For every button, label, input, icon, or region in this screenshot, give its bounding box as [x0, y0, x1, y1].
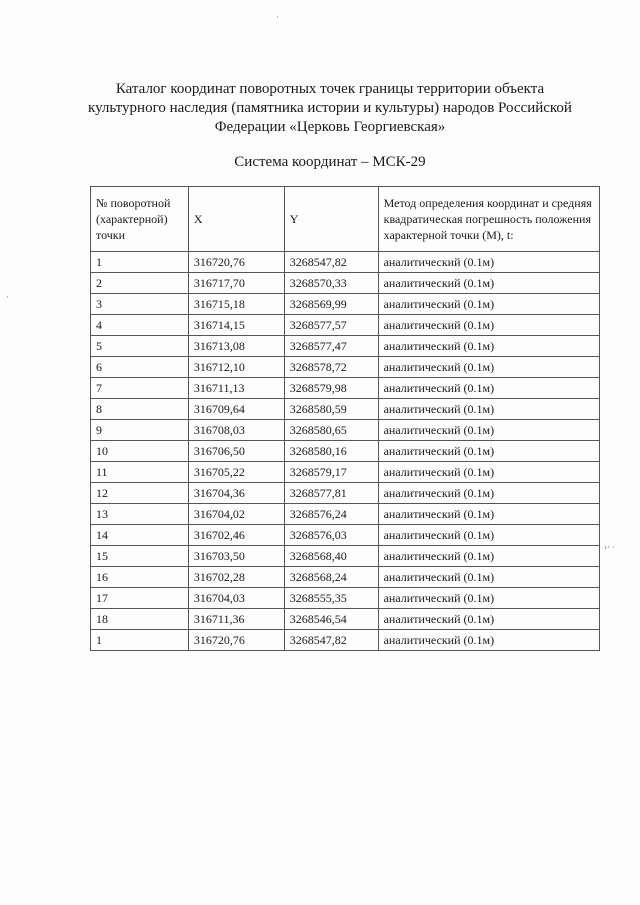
- table-row: [91, 441, 600, 462]
- cell-x: 316706,50: [188, 441, 284, 462]
- table-row: [91, 399, 600, 420]
- cell-x: 316720,76: [188, 630, 284, 651]
- cell-x: 316708,03: [188, 420, 284, 441]
- header-method: Метод определения координат и средняя квадратическая погрешность положения характерной точки (М), t:: [378, 187, 599, 252]
- cell-x: 316715,18: [188, 294, 284, 315]
- cell-method: аналитический (0.1м): [378, 462, 599, 483]
- cell-y: 3268576,24: [284, 504, 378, 525]
- table-row: [91, 315, 600, 336]
- cell-method: аналитический (0.1м): [378, 420, 599, 441]
- table-row: [91, 483, 600, 504]
- cell-point-number: 2: [91, 273, 189, 294]
- cell-point-number: 11: [91, 462, 189, 483]
- table-row: [91, 336, 600, 357]
- cell-x: 316717,70: [188, 273, 284, 294]
- cell-y: 3268547,82: [284, 630, 378, 651]
- table-row: [91, 294, 600, 315]
- cell-method: аналитический (0.1м): [378, 609, 599, 630]
- cell-y: 3268568,24: [284, 567, 378, 588]
- table-row: [91, 378, 600, 399]
- cell-x: 316704,03: [188, 588, 284, 609]
- cell-point-number: 13: [91, 504, 189, 525]
- cell-method: аналитический (0.1м): [378, 294, 599, 315]
- cell-point-number: 9: [91, 420, 189, 441]
- cell-x: 316705,22: [188, 462, 284, 483]
- document-title: Каталог координат поворотных точек границы территории объекта культурного наследия (памятника истории и культуры) народов Российской Федерации «Церковь Георгиевская»: [88, 81, 572, 135]
- cell-y: 3268580,16: [284, 441, 378, 462]
- table-row: [91, 252, 600, 273]
- cell-point-number: 8: [91, 399, 189, 420]
- table-header-row: [91, 187, 600, 252]
- cell-method: аналитический (0.1м): [378, 525, 599, 546]
- cell-point-number: 15: [91, 546, 189, 567]
- cell-point-number: 12: [91, 483, 189, 504]
- cell-point-number: 1: [91, 630, 189, 651]
- cell-point-number: 14: [91, 525, 189, 546]
- coordinates-table: [90, 186, 600, 651]
- table-row: [91, 609, 600, 630]
- header-point-number: № поворотной (характерной) точки: [91, 187, 189, 252]
- table-row: [91, 588, 600, 609]
- cell-x: 316704,36: [188, 483, 284, 504]
- cell-y: 3268577,47: [284, 336, 378, 357]
- header-y: Y: [284, 187, 378, 252]
- cell-method: аналитический (0.1м): [378, 588, 599, 609]
- cell-x: 316711,36: [188, 609, 284, 630]
- cell-method: аналитический (0.1м): [378, 567, 599, 588]
- header-x: X: [188, 187, 284, 252]
- cell-x: 316713,08: [188, 336, 284, 357]
- cell-x: 316703,50: [188, 546, 284, 567]
- cell-method: аналитический (0.1м): [378, 630, 599, 651]
- cell-y: 3268579,98: [284, 378, 378, 399]
- cell-point-number: 16: [91, 567, 189, 588]
- cell-point-number: 5: [91, 336, 189, 357]
- cell-y: 3268580,65: [284, 420, 378, 441]
- cell-x: 316702,28: [188, 567, 284, 588]
- cell-method: аналитический (0.1м): [378, 315, 599, 336]
- cell-x: 316711,13: [188, 378, 284, 399]
- table-row: [91, 525, 600, 546]
- table-row: [91, 462, 600, 483]
- cell-x: 316704,02: [188, 504, 284, 525]
- table-row: [91, 546, 600, 567]
- cell-y: 3268576,03: [284, 525, 378, 546]
- cell-x: 316702,46: [188, 525, 284, 546]
- cell-point-number: 6: [91, 357, 189, 378]
- cell-y: 3268577,81: [284, 483, 378, 504]
- cell-x: 316714,15: [188, 315, 284, 336]
- cell-method: аналитический (0.1м): [378, 252, 599, 273]
- cell-point-number: 18: [91, 609, 189, 630]
- cell-method: аналитический (0.1м): [378, 378, 599, 399]
- table-row: [91, 630, 600, 651]
- cell-method: аналитический (0.1м): [378, 504, 599, 525]
- cell-y: 3268555,35: [284, 588, 378, 609]
- cell-point-number: 1: [91, 252, 189, 273]
- cell-y: 3268546,54: [284, 609, 378, 630]
- cell-method: аналитический (0.1м): [378, 336, 599, 357]
- cell-method: аналитический (0.1м): [378, 399, 599, 420]
- cell-x: 316712,10: [188, 357, 284, 378]
- table-row: [91, 504, 600, 525]
- table-row: [91, 567, 600, 588]
- cell-method: аналитический (0.1м): [378, 273, 599, 294]
- scan-speck: ·: [276, 12, 279, 22]
- cell-point-number: 4: [91, 315, 189, 336]
- cell-point-number: 7: [91, 378, 189, 399]
- cell-y: 3268580,59: [284, 399, 378, 420]
- table-row: [91, 357, 600, 378]
- cell-y: 3268570,33: [284, 273, 378, 294]
- coordinate-system: Система координат – МСК-29: [234, 154, 426, 170]
- cell-method: аналитический (0.1м): [378, 357, 599, 378]
- table-row: [91, 273, 600, 294]
- cell-method: аналитический (0.1м): [378, 441, 599, 462]
- cell-y: 3268568,40: [284, 546, 378, 567]
- cell-method: аналитический (0.1м): [378, 546, 599, 567]
- table-row: [91, 420, 600, 441]
- cell-y: 3268579,17: [284, 462, 378, 483]
- scan-speck: ·: [6, 292, 9, 302]
- cell-point-number: 10: [91, 441, 189, 462]
- cell-y: 3268547,82: [284, 252, 378, 273]
- cell-x: 316709,64: [188, 399, 284, 420]
- cell-point-number: 17: [91, 588, 189, 609]
- cell-point-number: 3: [91, 294, 189, 315]
- cell-y: 3268578,72: [284, 357, 378, 378]
- cell-y: 3268577,57: [284, 315, 378, 336]
- cell-x: 316720,76: [188, 252, 284, 273]
- cell-method: аналитический (0.1м): [378, 483, 599, 504]
- scan-speck: ›· ·: [604, 542, 616, 552]
- cell-y: 3268569,99: [284, 294, 378, 315]
